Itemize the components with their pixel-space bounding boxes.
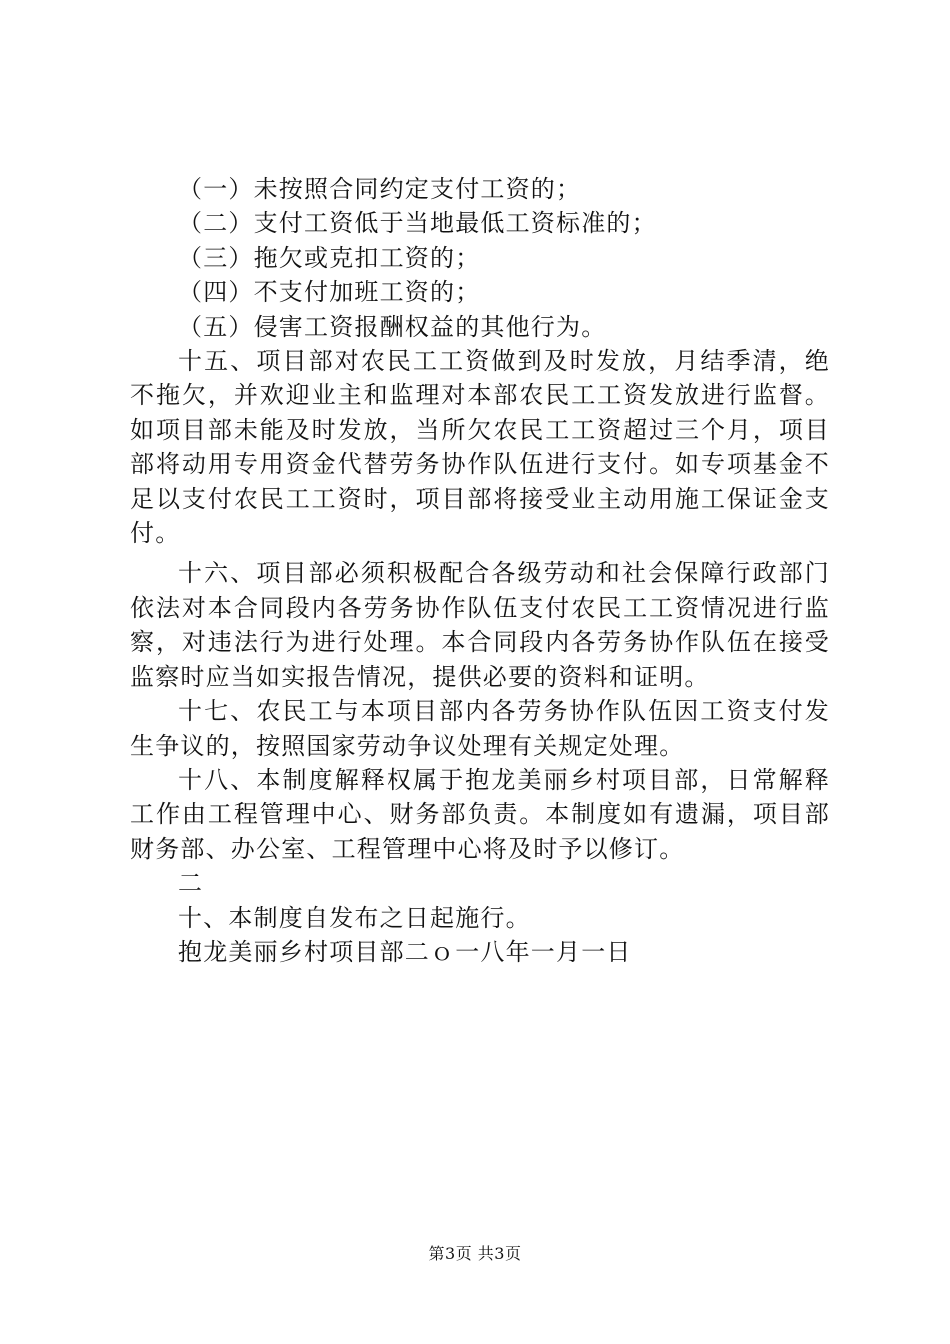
document-body — [130, 172, 830, 969]
article-paragraph: 十六、项目部必须积极配合各级劳动和社会保障行政部门依法对本合同段内各劳务协作队伍支付农民工工资情况进行监察，对违法行为进行处理。本合同段内各劳务协作队伍在接受监察时应当如实报告情况，提供必要的资料和证明。 — [130, 559, 830, 691]
article-paragraph: 十七、农民工与本项目部内各劳务协作队伍因工资支付发生争议的，按照国家劳动争议处理有关规定处理。 — [130, 697, 830, 760]
signature-line: 抱龙美丽乡村项目部二ｏ一八年一月一日 — [178, 937, 632, 966]
list-item: （一）未按照合同约定支付工资的； — [178, 175, 582, 203]
list-item: （四）不支付加班工资的； — [178, 278, 481, 307]
page-number: 第3页 共3页 — [428, 1244, 522, 1263]
article-paragraph: 十五、项目部对农民工工资做到及时发放，月结季清，绝不拖欠，并欢迎业主和监理对本部农民工工资发放进行监督。如项目部未能及时发放，当所欠农民工工资超过三个月，项目部将动用专用资金代替劳务协作队伍进行支付。如专项基金不足以支付农民工工资时，项目部将接受业主动用施工保证金支付。 — [130, 347, 830, 548]
list-item: （五）侵害工资报酬权益的其他行为。 — [178, 312, 607, 341]
list-item: （三）拖欠或克扣工资的； — [178, 243, 481, 272]
article-paragraph: 十、本制度自发布之日起施行。 — [178, 903, 531, 932]
article-paragraph: 十八、本制度解释权属于抱龙美丽乡村项目部，日常解释工作由工程管理中心、财务部负责。本制度如有遗漏，项目部财务部、办公室、工程管理中心将及时予以修订。 — [130, 765, 830, 863]
page-footer — [0, 1244, 950, 1264]
article-paragraph: 二 — [178, 869, 204, 898]
list-item: （二）支付工资低于当地最低工资标准的； — [178, 209, 657, 238]
